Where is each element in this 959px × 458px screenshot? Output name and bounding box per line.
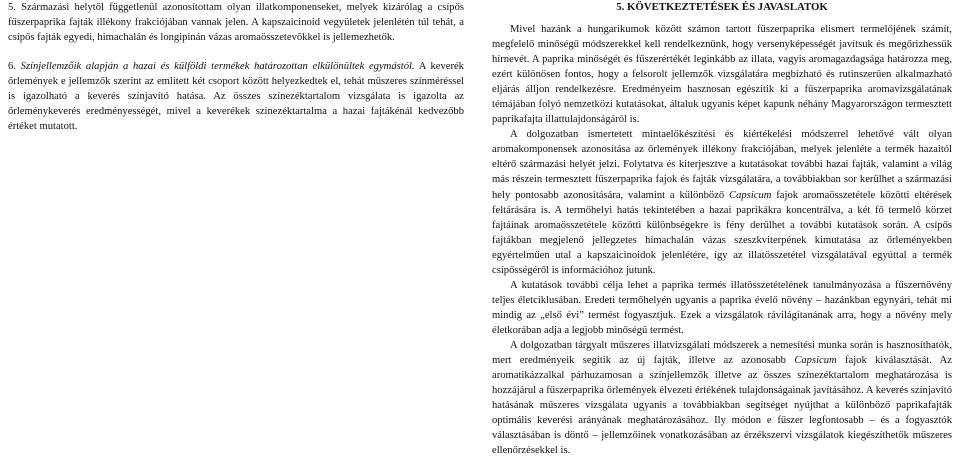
item-6-text: A keverék őrlemények e jellemzők szerint az említett két csoport között helyezkedtek el, tehát műszeres színméréssel is igazolható a keverés színjavító hatása. Az összes színezéktartalom vizsgálata is igazolta az őrleménykeverés eredményességét, mivel a keverékek színezéktartalma a hazai fajtákénál kedvezőbb értéket mutatott.: [8, 61, 464, 133]
genus-name: Capsicum: [794, 355, 837, 367]
section-heading: 5. KÖVETKEZTETÉSEK ÉS JAVASLATOK: [616, 1, 828, 13]
paragraph-4: [492, 338, 952, 458]
paragraph-gap: [8, 45, 464, 59]
paragraph-2: [492, 127, 952, 277]
item-6-lead: Színjellemzőik alapján a hazai és külföldi termékek határozottan elkülönültek egymástól.: [20, 61, 415, 73]
item-number: 6.: [8, 61, 16, 73]
conclusion-item-6: [8, 59, 464, 134]
paragraph-1: Mivel hazánk a hungarikumok között számon tartott fűszerpaprika elismert termelőjének számít, megfelelő minőségű módszerekkel kell rendelkeznünk, hogy versenyképességét javítsuk és megőrizhessük hírnevét. A paprika minőségét és fűszerértékét leginkább az illata, vagyis aromagazdagsága határozza meg, ezért különösen fontos, hogy a felsorolt jellemzők vizsgálatára megbízható és rutinszerűen alkalmazható eljárás álljon rendelkezésre. Eredményeim hasznosan egészítik ki a fűszerpaprika aromavizsgálatának témájában folyó nemzetközi kutatásokat, általuk ugyanis képet kapunk néhány Magyarországon termesztett paprikafajta illattulajdonságáról is.: [492, 24, 952, 126]
paragraph-4-part-a: A dolgozatban tárgyalt műszeres illatvizsgálati módszerek a nemesítési munka során is hasznosíthatók, mert eredményeik segítik az új fajták, illetve az azonosabb: [492, 339, 952, 367]
paragraph-2-part-a: A dolgozatban ismertetett mintaelőkészítési és kiértékelési módszerrel lehetővé vált olyan aromakomponensek azonosítása az őrlemények illékony frakciójában, melyek jelenléte a termék hazaitól eltérő származási helyét jelzi. Folytatva és kiterjesztve a kutatásokat további hazai fajták, valamint a világ más részein termesztett fűszerpaprika fajok és fajták vizsgálatára, a továbbiakban sor kerülhet a származási hely pontosabb azonosítására, valamint a különböző: [492, 129, 952, 201]
conclusion-item-5: 5. Származási helytől függetlenül azonosítottam olyan illatkomponenseket, melyek kizárólag a csípős fűszerpaprika fajták illékony frakciójában vannak jelen. A kapszaicinoid vegyületek jelenlétén túl tehát, a csípős fajták egyedi, himachalán és longipinán vázas aromaösszetevőkkel is jellemezhetők.: [8, 2, 464, 44]
left-column: [8, 0, 464, 134]
paragraph-2-part-b: fajok aromaösszetétele közötti eltérések feltárására is. A termőhelyi hatás tekintetében a hazai paprikákra koncentrálva, a két fő termelő körzet fajtáinak aromaösszetétele közötti különbségekre is fény derülhet a további kutatások során. A csípős fajtákban megjelenő jellegzetes himachalán vázas szeszkviterpének kimutatása az őrleményekben egyértelműen utal a kapszaicinoidok jelenlétére, így az illatösszetétel vizsgálatával egyúttal a termék csípősségéről is információhoz jutunk.: [492, 189, 952, 276]
right-column: [492, 0, 952, 458]
genus-name: Capsicum: [729, 189, 772, 201]
paragraph-4-part-b: fajok kiválasztását. Az aromatikázzalkal párhuzamosan a színjellemzők illetve az összes színezéktartalom meghatározása is hozzájárul a fűszerpaprika őrlemények élvezeti értékének tulajdonságainak javításához. A keverés színjavító hatásának műszeres vizsgálata ugyanis a továbbiakban segítséget nyújthat a különböző paprikafajták optimális keverési arányának meghatározásához. Ily módon e fűszer legfontosabb – és a fogyasztók választásában is döntő – jellemzőinek vonatkozásában az érzékszervi vizsgálatok kiegészíthetők műszeres ellenőrzésekkel is.: [492, 355, 952, 457]
paragraph-3: A kutatások további célja lehet a paprika termés illatösszetételének tanulmányozása a fűszernövény teljes életciklusában. Eredeti termőhelyén ugyanis a paprika évelő növény – hazánkban egynyári, tehát mi mindig az „első évi” termést fogyasztjuk. Ezek a vizsgálatok rávilágítanának arra, hogy a növény mely életkorában adja a legjobb minőségű termést.: [492, 279, 952, 336]
